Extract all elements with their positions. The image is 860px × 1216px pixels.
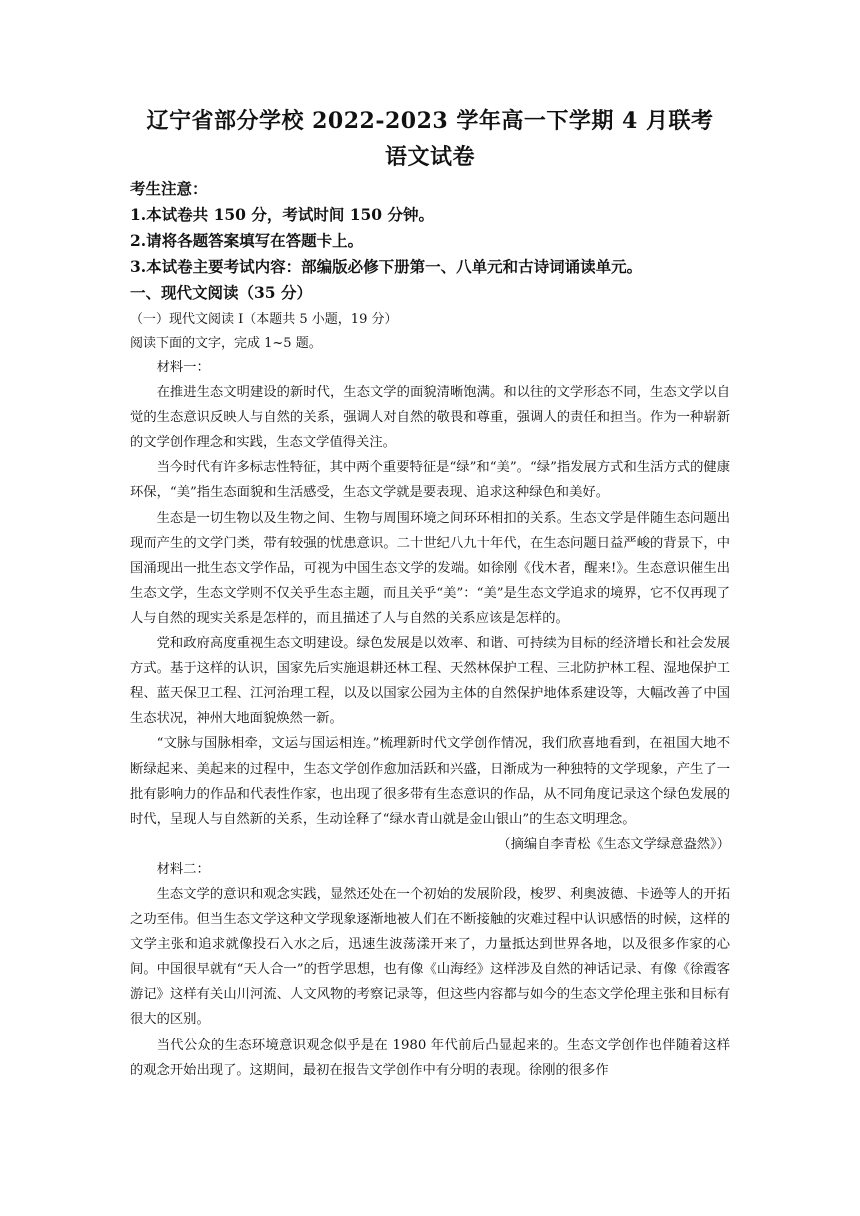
exam-title: 辽宁省部分学校 2022-2023 学年高一下学期 4 月联考 xyxy=(146,108,714,134)
passage-paragraph: 生态文学的意识和观念实践，显然还处在一个初始的发展阶段，梭罗、利奥波德、卡逊等人的开拓之功至伟。但当生态文学这种文学现象逐渐地被人们在不断接触的灾难过程中认识感悟的时候，这样的文学主张和追求就像投石入水之后，迅速生波荡漾开来了，力量抵达到世界各地，以及很多作家的心间。中国很早就有“天人合一”的哲学思想，也有像《山海经》这样涉及自然的神话记录、有像《徐霞客游记》这样有关山川河流、人文风物的考察记录等，但这些内容都与如今的生态文学伦理主张和目标有很大的区别。 xyxy=(130,886,730,1028)
sub-section-heading: （一）现代文阅读 I（本题共 5 小题，19 分） xyxy=(130,312,398,327)
passage-paragraph: “文脉与国脉相牵，文运与国运相连。”梳理新时代文学创作情况，我们欣喜地看到，在祖国大地不断绿起来、美起来的过程中，生态文学创作愈加活跃和兴盛，日渐成为一种独特的文学现象，产生了一批有影响力的作品和代表性作家，也出现了很多带有生态意识的作品，从不同角度记录这个绿色发展的时代，呈现人与自然新的关系，生动诠释了“绿水青山就是金山银山”的生态文明理念。 xyxy=(130,736,730,827)
material-label: 材料二： xyxy=(156,861,210,877)
notice-item: 2.请将各题答案填写在答题卡上。 xyxy=(130,231,364,250)
passage-paragraph: 生态是一切生物以及生物之间、生物与周围环境之间环环相扣的关系。生态文学是伴随生态问题出现而产生的文学门类，带有较强的忧患意识。二十世纪八九十年代，在生态问题日益严峻的背景下，中国涌现出一批生态文学作品，可视为中国生态文学的发端。如徐刚《伐木者，醒来!》。生态意识催生出生态文学，生态文学则不仅关乎生态主题，而且关乎“美”：“美”是生态文学追求的境界，它不仅再现了人与自然的现实关系是怎样的，而且描述了人与自然的关系应该是怎样的。 xyxy=(130,510,730,626)
reading-instruction: 阅读下面的文字，完成 1~5 题。 xyxy=(130,336,322,351)
source-citation: （摘编自李青松《生态文学绿意盎然》） xyxy=(497,836,730,852)
reading-passage xyxy=(130,355,730,1083)
material-label: 材料一： xyxy=(156,360,210,375)
passage-paragraph: 当今时代有许多标志性特征，其中两个重要特征是“绿”和“美”。“绿”指发展方式和生活方式的健康环保，“美”指生态面貌和生活感受，生态文学就是要表现、追求这种绿色和美好。 xyxy=(130,460,730,501)
passage-paragraph: 在推进生态文明建设的新时代，生态文学的面貌清晰饱满。和以往的文学形态不同，生态文学以自觉的生态意识反映人与自然的关系，强调人对自然的敬畏和尊重，强调人的责任和担当。作为一种崭新的文学创作理念和实践，生态文学值得关注。 xyxy=(130,385,730,451)
passage-paragraph: 当代公众的生态环境意识观念似乎是在 1980 年代前后凸显起来的。生态文学创作也伴随着这样的观念开始出现了。这期间，最初在报告文学创作中有分明的表现。徐刚的很多作 xyxy=(130,1037,730,1078)
section-heading: 一、现代文阅读（35 分） xyxy=(130,283,312,302)
notice-heading: 考生注意： xyxy=(130,179,208,198)
passage-paragraph: 党和政府高度重视生态文明建设。绿色发展是以效率、和谐、可持续为目标的经济增长和社会发展方式。基于这样的认识，国家先后实施退耕还林工程、天然林保护工程、三北防护林工程、湿地保护工程、蓝天保卫工程、江河治理工程，以及以国家公园为主体的自然保护地体系建设等，大幅改善了中国生态状况，神州大地面貌焕然一新。 xyxy=(130,636,730,727)
notice-item: 3.本试卷主要考试内容：部编版必修下册第一、八单元和古诗词诵读单元。 xyxy=(130,257,643,276)
exam-subject-title: 语文试卷 xyxy=(384,144,475,170)
notice-item: 1.本试卷共 150 分，考试时间 150 分钟。 xyxy=(130,205,434,224)
